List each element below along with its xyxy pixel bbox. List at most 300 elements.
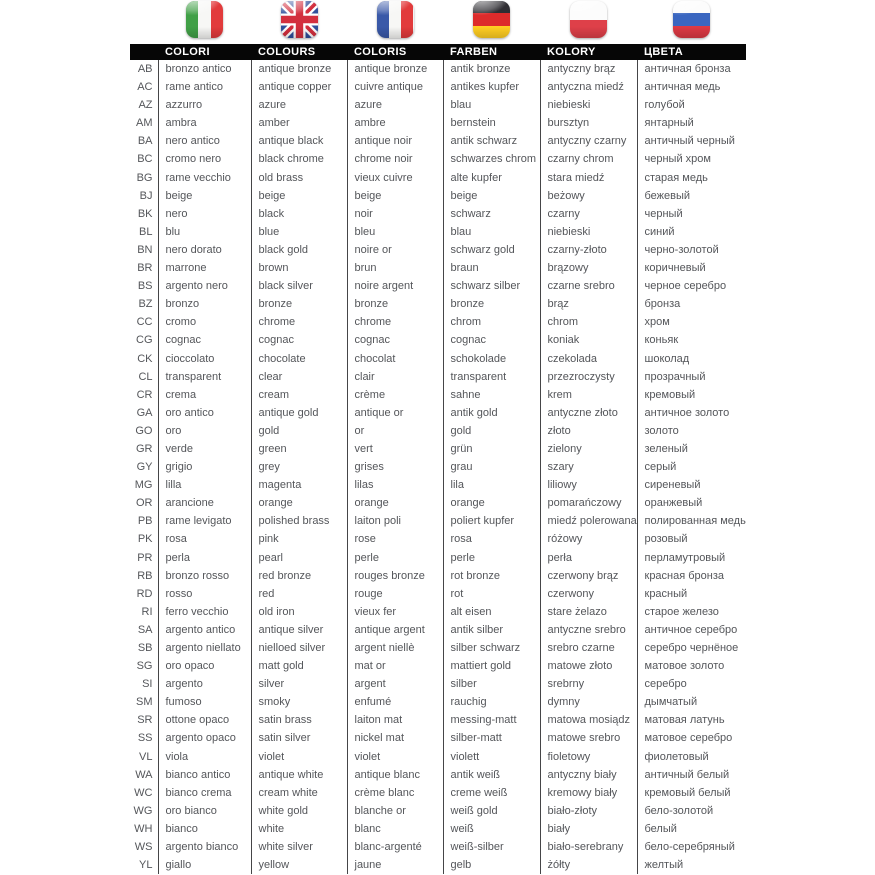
france-flag-icon [377,1,414,38]
coloris-cell: chrome [347,313,443,331]
kolory-cell: beżowy [540,187,637,205]
table-row [130,78,746,96]
flags-row [130,0,746,44]
cveta-cell: матовое серебро [644,732,733,745]
table-row [130,838,746,856]
colori-cell: ottone opaco [158,711,251,729]
farben-cell: weiß [443,820,540,838]
code-cell: OR [130,494,158,512]
cveta-cell: матовое золото [644,660,725,673]
colori-cell: verde [158,440,251,458]
cveta-cell: полированная медь [644,515,746,528]
table-row [130,567,746,585]
kolory-cell: czarne srebro [540,277,637,295]
table-row [130,368,746,386]
flags-row-spacer [130,0,158,44]
poland-flag-icon [570,1,607,38]
colours-cell: black silver [251,277,347,295]
cveta-cell: кремовый [644,388,696,401]
colours-cell: pink [251,530,347,548]
code-cell: WC [130,784,158,802]
coloris-cell: chrome noir [347,150,443,168]
code-cell: GY [130,458,158,476]
code-cell: SG [130,657,158,675]
colours-cell: magenta [251,476,347,494]
farben-cell: antik schwarz [443,132,540,150]
cveta-cell: шоколад [644,352,690,365]
coloris-cell: blanche or [347,802,443,820]
colours-cell: black gold [251,241,347,259]
colori-cell: rosso [158,585,251,603]
code-cell: YL [130,856,158,874]
table-header-row [130,44,746,60]
kolory-cell: krem [540,386,637,404]
kolory-cell: szary [540,458,637,476]
code-cell: GR [130,440,158,458]
colori-cell: perla [158,549,251,567]
table-row [130,60,746,78]
kolory-cell: różowy [540,530,637,548]
colours-cell: antique gold [251,404,347,422]
coloris-cell: laiton poli [347,512,443,530]
column-header-coloris: COLORIS [347,44,443,60]
kolory-cell: antyczny czarny [540,132,637,150]
table-row [130,621,746,639]
kolory-cell: pomarańczowy [540,494,637,512]
code-cell: BN [130,241,158,259]
farben-cell: messing-matt [443,711,540,729]
farben-cell: mattiert gold [443,657,540,675]
code-cell: BS [130,277,158,295]
colori-cell: ferro vecchio [158,603,251,621]
code-cell: BJ [130,187,158,205]
table-row [130,729,746,747]
table-row [130,350,746,368]
table-row [130,585,746,603]
code-cell: VL [130,748,158,766]
colours-cell: grey [251,458,347,476]
coloris-cell: blanc-argenté [347,838,443,856]
table-row [130,657,746,675]
colours-cell: red [251,585,347,603]
colori-cell: argento antico [158,621,251,639]
colours-cell: violet [251,748,347,766]
kolory-cell: bursztyn [540,114,637,132]
colori-cell: argento [158,675,251,693]
code-column-header [130,44,158,60]
cveta-cell: синий [644,225,675,238]
table-row [130,512,746,530]
table-row [130,422,746,440]
kolory-cell: miedź polerowana [540,512,637,530]
farben-cell: grün [443,440,540,458]
colours-cell: white [251,820,347,838]
colours-cell: silver [251,675,347,693]
coloris-cell: bleu [347,223,443,241]
farben-cell: antik gold [443,404,540,422]
farben-cell: perle [443,549,540,567]
coloris-cell: crème [347,386,443,404]
colours-cell: satin brass [251,711,347,729]
farben-cell: blau [443,223,540,241]
colori-cell: oro bianco [158,802,251,820]
kolory-cell: stare żelazo [540,603,637,621]
coloris-cell: antique bronze [347,60,443,78]
cveta-cell: бежевый [644,189,691,202]
coloris-cell: nickel mat [347,729,443,747]
farben-cell: beige [443,187,540,205]
colori-cell: nero dorato [158,241,251,259]
kolory-cell: niebieski [540,223,637,241]
colori-cell: rame antico [158,78,251,96]
farben-cell: schokolade [443,350,540,368]
code-cell: CR [130,386,158,404]
kolory-cell: kremowy biały [540,784,637,802]
coloris-cell: argent niellè [347,639,443,657]
colours-cell: clear [251,368,347,386]
cveta-cell: бело-серебряный [644,841,735,854]
table-row [130,386,746,404]
cveta-cell: черный хром [644,153,711,166]
russia-flag-icon [673,1,710,38]
cveta-cell: серебро чернёное [644,642,739,654]
coloris-cell: orange [347,494,443,512]
germany-flag-icon [473,1,510,38]
farben-cell: rot [443,585,540,603]
code-cell: SI [130,675,158,693]
cveta-cell: розовый [644,533,688,546]
code-cell: BZ [130,295,158,313]
colours-cell: old iron [251,603,347,621]
cveta-cell: античное серебро [644,623,738,636]
coloris-cell: lilas [347,476,443,494]
cveta-cell: серый [644,461,677,474]
farben-cell: chrom [443,313,540,331]
uk-flag-icon [281,1,318,38]
colori-cell: viola [158,748,251,766]
colori-cell: bianco antico [158,766,251,784]
table-row [130,313,746,331]
column-header-cveta: ЦВЕТА [637,44,746,60]
colori-cell: nero [158,205,251,223]
colori-cell: arancione [158,494,251,512]
colours-cell: gold [251,422,347,440]
cveta-cell: матовая латунь [644,714,725,727]
colori-cell: lilla [158,476,251,494]
colours-cell: red bronze [251,567,347,585]
cveta-cell: дымчатый [644,696,698,709]
coloris-cell: rose [347,530,443,548]
cveta-cell: античное золото [644,406,730,419]
table-row [130,784,746,802]
coloris-cell: brun [347,259,443,277]
kolory-cell: czarny chrom [540,150,637,168]
code-cell: WS [130,838,158,856]
kolory-cell: żółty [540,856,637,874]
table-row [130,132,746,150]
colours-cell: blue [251,223,347,241]
kolory-cell: niebieski [540,96,637,114]
cveta-cell: красная бронза [644,569,725,582]
coloris-cell: argent [347,675,443,693]
coloris-cell: antique blanc [347,766,443,784]
kolory-cell: chrom [540,313,637,331]
table-row [130,675,746,693]
kolory-cell: matowe srebro [540,729,637,747]
colours-cell: black [251,205,347,223]
code-cell: CC [130,313,158,331]
farben-cell: gold [443,422,540,440]
colori-cell: cromo nero [158,150,251,168]
colori-cell: argento nero [158,277,251,295]
coloris-cell: crème blanc [347,784,443,802]
table-row [130,802,746,820]
farben-cell: rosa [443,530,540,548]
farben-cell: transparent [443,368,540,386]
code-cell: RD [130,585,158,603]
cveta-cell: античный черный [644,135,735,148]
coloris-cell: or [347,422,443,440]
kolory-cell: zielony [540,440,637,458]
colours-cell: antique bronze [251,60,347,78]
colori-cell: bronzo [158,295,251,313]
coloris-cell: azure [347,96,443,114]
colori-cell: argento bianco [158,838,251,856]
code-cell: SR [130,711,158,729]
coloris-cell: noir [347,205,443,223]
cveta-cell: серебро [644,678,687,691]
coloris-cell: cognac [347,331,443,349]
column-header-farben: FARBEN [443,44,540,60]
cveta-cell: золото [644,424,679,437]
coloris-cell: antique noir [347,132,443,150]
kolory-cell: czekolada [540,350,637,368]
cveta-cell: прозрачный [644,370,706,383]
colori-cell: cioccolato [158,350,251,368]
code-cell: WA [130,766,158,784]
cveta-cell: античный белый [644,768,730,781]
colours-cell: orange [251,494,347,512]
cveta-cell: коричневый [644,262,706,275]
coloris-cell: laiton mat [347,711,443,729]
colours-cell: bronze [251,295,347,313]
colours-cell: cream white [251,784,347,802]
code-cell: SS [130,729,158,747]
table-row [130,404,746,422]
colours-cell: antique black [251,132,347,150]
color-translation-table [130,0,746,874]
kolory-cell: czerwony brąz [540,567,637,585]
kolory-cell: matowa mosiądz [540,711,637,729]
farben-cell: bronze [443,295,540,313]
colori-cell: argento niellato [158,639,251,657]
coloris-cell: antique argent [347,621,443,639]
colori-cell: crema [158,386,251,404]
colours-cell: pearl [251,549,347,567]
cveta-cell: черное серебро [644,280,727,293]
colours-cell: yellow [251,856,347,874]
kolory-cell: antyczne złoto [540,404,637,422]
code-cell: BA [130,132,158,150]
code-cell: WH [130,820,158,838]
farben-cell: rot bronze [443,567,540,585]
table-row [130,187,746,205]
farben-cell: schwarzes chrom [443,150,540,168]
kolory-cell: biało-serebrany [540,838,637,856]
cveta-cell: оранжевый [644,497,703,510]
colori-cell: bronzo rosso [158,567,251,585]
farben-cell: alt eisen [443,603,540,621]
cveta-cell: кремовый белый [644,786,731,799]
farben-cell: grau [443,458,540,476]
kolory-cell: antyczny brąz [540,60,637,78]
coloris-cell: cuivre antique [347,78,443,96]
cveta-cell: старое железо [644,605,719,618]
coloris-cell: perle [347,549,443,567]
code-cell: PK [130,530,158,548]
coloris-cell: rouges bronze [347,567,443,585]
cveta-cell: бело-золотой [644,804,714,817]
table-row [130,856,746,874]
colori-cell: rame vecchio [158,169,251,187]
code-cell: PB [130,512,158,530]
code-cell: BC [130,150,158,168]
table-row [130,549,746,567]
table-row [130,150,746,168]
colours-cell: antique silver [251,621,347,639]
code-cell: BK [130,205,158,223]
code-cell: BL [130,223,158,241]
coloris-cell: blanc [347,820,443,838]
code-cell: CK [130,350,158,368]
code-cell: SA [130,621,158,639]
table-row [130,295,746,313]
coloris-cell: rouge [347,585,443,603]
coloris-cell: violet [347,748,443,766]
table-row [130,223,746,241]
column-header-kolory: KOLORY [540,44,637,60]
table-row [130,241,746,259]
cveta-cell: старая медь [644,171,708,184]
cveta-cell: зеленый [644,442,688,455]
colori-cell: rame levigato [158,512,251,530]
coloris-cell: noire argent [347,277,443,295]
colours-cell: cream [251,386,347,404]
code-cell: RI [130,603,158,621]
coloris-cell: clair [347,368,443,386]
table-row [130,205,746,223]
colori-cell: argento opaco [158,729,251,747]
cveta-cell: перламутровый [644,551,726,564]
code-cell: CL [130,368,158,386]
table-row [130,476,746,494]
farben-cell: schwarz silber [443,277,540,295]
cveta-cell: хром [644,316,670,329]
column-header-colours: COLOURS [251,44,347,60]
table-row [130,530,746,548]
kolory-cell: matowe złoto [540,657,637,675]
table-row [130,440,746,458]
code-cell: BR [130,259,158,277]
coloris-cell: vieux cuivre [347,169,443,187]
colori-cell: oro [158,422,251,440]
kolory-cell: fioletowy [540,748,637,766]
farben-cell: antik bronze [443,60,540,78]
farben-cell: schwarz [443,205,540,223]
cveta-cell: желтый [644,859,684,872]
code-cell: GA [130,404,158,422]
farben-cell: creme weiß [443,784,540,802]
kolory-cell: antyczne srebro [540,621,637,639]
code-cell: SB [130,639,158,657]
code-cell: BG [130,169,158,187]
farben-cell: gelb [443,856,540,874]
colours-cell: amber [251,114,347,132]
kolory-cell: biało-złoty [540,802,637,820]
kolory-cell: czerwony [540,585,637,603]
code-cell: WG [130,802,158,820]
farben-cell: antik silber [443,621,540,639]
cveta-cell: янтарный [644,117,694,130]
colori-cell: oro antico [158,404,251,422]
colours-cell: beige [251,187,347,205]
italy-flag-icon [186,1,223,38]
colours-cell: antique white [251,766,347,784]
code-cell: RB [130,567,158,585]
colours-cell: chocolate [251,350,347,368]
kolory-cell: biały [540,820,637,838]
code-cell: AB [130,60,158,78]
farben-cell: poliert kupfer [443,512,540,530]
farben-cell: alte kupfer [443,169,540,187]
colori-cell: rosa [158,530,251,548]
table-row [130,639,746,657]
colori-cell: giallo [158,856,251,874]
kolory-cell: srebrny [540,675,637,693]
colours-cell: cognac [251,331,347,349]
coloris-cell: antique or [347,404,443,422]
cveta-cell: черно-золотой [644,243,719,256]
colours-cell: polished brass [251,512,347,530]
table-row [130,458,746,476]
farben-cell: schwarz gold [443,241,540,259]
kolory-cell: złoto [540,422,637,440]
colori-cell: cognac [158,331,251,349]
farben-cell: silber schwarz [443,639,540,657]
cveta-cell: сиреневый [644,479,701,492]
cveta-cell: белый [644,822,677,835]
code-cell: AM [130,114,158,132]
table-row [130,748,746,766]
coloris-cell: beige [347,187,443,205]
farben-cell: blau [443,96,540,114]
farben-cell: braun [443,259,540,277]
colori-cell: bianco [158,820,251,838]
colori-cell: grigio [158,458,251,476]
farben-cell: weiß-silber [443,838,540,856]
coloris-cell: grises [347,458,443,476]
coloris-cell: enfumé [347,693,443,711]
colours-cell: antique copper [251,78,347,96]
table-row [130,494,746,512]
colori-cell: oro opaco [158,657,251,675]
cveta-cell: античная медь [644,81,721,94]
colori-cell: beige [158,187,251,205]
coloris-cell: vert [347,440,443,458]
kolory-cell: brąz [540,295,637,313]
colours-cell: smoky [251,693,347,711]
colori-cell: transparent [158,368,251,386]
